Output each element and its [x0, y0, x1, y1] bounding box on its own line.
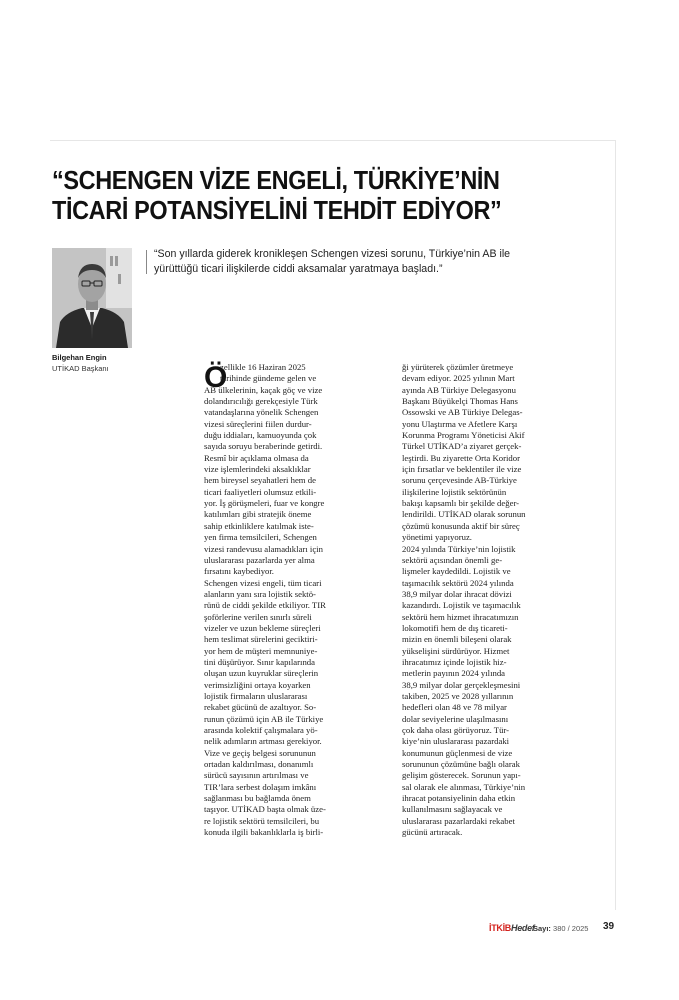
body-line: dolandırıcılığı gerekçesiyle Türk	[204, 396, 318, 407]
body-line: fırsatını kaybediyor.	[204, 566, 274, 577]
body-line: tarihinde gündeme gelen ve	[220, 373, 317, 384]
body-line: 38,9 milyar dolar gerçekleşmesini	[402, 679, 521, 690]
body-line: ği yürüterek çözümler üretmeye	[402, 362, 514, 372]
body-line: hem teslimat sürelerini geciktiri-	[204, 634, 318, 645]
body-line: için fırsatlar ve beklentiler ile vize	[402, 464, 522, 475]
body-line: rünü de ciddi şekilde etkiliyor. TIR	[204, 600, 326, 611]
body-line: runun çözümü için AB ile Türkiye	[204, 713, 324, 724]
pull-quote	[154, 247, 614, 277]
body-line: taşıyor. UTİKAD başta olmak üze-	[204, 804, 326, 815]
portrait-illustration	[52, 248, 132, 348]
body-line: ortadan kaldırılması, donanımlı	[204, 759, 314, 770]
body-line: sektörü hem hizmet ihracatımızın	[402, 611, 519, 622]
body-line: alanların yanı sıra lojistik sektö-	[204, 588, 316, 599]
body-line: sahip etkinliklere katılmak iste-	[204, 520, 314, 531]
body-line: tini düşürüyor. Sınır kapılarında	[204, 656, 315, 667]
body-line: vizeler ve uzun bekleme süreçleri	[204, 622, 321, 633]
body-line: vizesi randevusu alamadıkları için	[204, 543, 323, 554]
author-name: Bilgehan Engin	[52, 353, 107, 362]
body-line: vizesi süreçlerini fiilen durdur-	[204, 418, 312, 429]
body-line: Başkanı Büyükelçi Thomas Hans	[402, 396, 518, 407]
body-line: çok daha olası görüyoruz. Tür-	[402, 725, 510, 735]
body-line: hem bireysel seyahatleri hem de	[204, 475, 316, 486]
body-line: metlerin payının 2024 yılında	[402, 668, 506, 679]
pull-quote-line: yürüttüğü ticari ilişkilerde ciddi aksamalar yaratmaya başladı.”	[154, 263, 443, 275]
body-line: sal olarak ele alınması, Türkiye’nin	[402, 781, 526, 792]
body-line: çözümü konusunda aktif bir süreç	[402, 520, 520, 531]
body-line: lojistik firmaların uluslararası	[204, 690, 308, 701]
issue-label: Sayı:	[533, 924, 551, 933]
body-line: yor. İş görüşmeleri, fuar ve kongre	[204, 498, 325, 509]
body-line: duğu iddiaları, kamuoyunda çok	[204, 430, 317, 441]
body-line: ihracat potansiyelinin daha etkin	[402, 793, 516, 804]
body-line: vize işlemlerindeki aksaklıklar	[204, 464, 311, 475]
body-line: AB ülkelerinin, kaçak göç ve vize	[204, 384, 323, 395]
body-line: gücünü artıracak.	[402, 827, 463, 838]
body-line: gelişim gösterecek. Sorunun yapı-	[402, 770, 521, 781]
body-line: konumunun güçlenmesi de vize	[402, 747, 513, 758]
body-line: lendirildi. UTİKAD olarak sorunun	[402, 509, 526, 520]
body-line: yen firma temsilcileri, Schengen	[204, 532, 317, 543]
headline-line: TİCARİ POTANSİYELİNİ TEHDİT EDİYOR”	[52, 197, 502, 225]
headline-line: “SCHENGEN VİZE ENGELİ, TÜRKİYE’NİN	[52, 167, 500, 195]
author-title: UTİKAD Başkanı	[52, 364, 109, 373]
body-line: oluşan uzun kuyruklar süreçlerin	[204, 668, 319, 679]
body-line: TIR’lara serbest dolaşım imkânı	[204, 781, 317, 792]
body-line: sayıda soruyu beraberinde getirdi.	[204, 441, 323, 452]
body-line: kiye’nin uluslararası pazardaki	[402, 736, 510, 747]
body-line: takiben, 2025 ve 2028 yıllarının	[402, 690, 514, 701]
body-line: Schengen vizesi engeli, tüm ticari	[204, 577, 322, 588]
body-line: ticari faaliyetleri olumsuz etkili-	[204, 486, 317, 497]
body-line: mizin en önemli bileşeni olarak	[402, 634, 512, 645]
body-line: sağlanması bu bağlamda önem	[204, 793, 311, 804]
author-photo	[52, 248, 132, 348]
body-line: kullanılmasını sağlayacak ve	[402, 804, 503, 815]
frame-divider-right	[615, 140, 616, 910]
body-line: lişmeler kaydedildi. Lojistik ve	[402, 566, 511, 577]
body-line: sektörü açısından önemli ge-	[402, 554, 503, 565]
body-line: taşımacılık sektörü 2024 yılında	[402, 577, 514, 588]
body-line: yor hem de müşteri memnuniye-	[204, 645, 318, 656]
body-line: Türkel UTİKAD’a ziyaret gerçek-	[402, 441, 522, 452]
body-line: konuda ilgili bakanlıklarla iş birli-	[204, 827, 324, 838]
body-line: rekabet gücünü de azaltıyor. So-	[204, 702, 317, 713]
body-line: yonu Ulaştırma ve Afetlere Karşı	[402, 418, 518, 429]
body-line: Ossowski ve AB Türkiye Delegas-	[402, 407, 523, 418]
body-line: ihracatımız içinde lojistik hiz-	[402, 656, 507, 667]
body-line: leştirdi. Bu ziyarette Orta Koridor	[402, 452, 520, 463]
body-line: yükselişini sürdürüyor. Hizmet	[402, 645, 510, 656]
body-line: Resmî bir açıklama olmasa da	[204, 452, 309, 463]
drop-cap: Ö	[204, 361, 228, 394]
body-line: 38,9 milyar dolar ihracat dövizi	[402, 588, 512, 599]
body-line: ilişkilerine lojistik sektörünün	[402, 486, 507, 497]
frame-divider-top	[50, 140, 616, 141]
logo-part-hedef: Hedef	[511, 923, 535, 933]
pull-quote-line: “Son yıllarda giderek kronikleşen Schengen vizesi sorunu, Türkiye’nin AB ile	[154, 248, 511, 260]
pull-quote-bar	[146, 250, 147, 274]
body-line: şoförlerine verilen sınırlı süreli	[204, 611, 312, 622]
body-line: ayında AB Türkiye Delegasyonu	[402, 384, 516, 395]
magazine-logo	[489, 923, 535, 933]
issue-info	[533, 924, 588, 933]
body-line: zellikle 16 Haziran 2025	[220, 362, 306, 372]
issue-value: 380 / 2025	[553, 924, 589, 933]
body-line: vatandaşlarına yönelik Schengen	[204, 407, 319, 418]
body-line: kazandırdı. Lojistik ve taşımacılık	[402, 600, 521, 611]
body-line: Korunma Programı Yöneticisi Akif	[402, 430, 525, 441]
body-line: sorunu çerçevesinde AB-Türkiye	[402, 475, 517, 486]
body-line: yönetimi yapıyoruz.	[402, 532, 472, 543]
body-line: hedefleri olan 48 ve 78 milyar	[402, 702, 507, 713]
body-line: arasında kolektif çalışmalara yö-	[204, 725, 318, 735]
body-line: katılımları gibi stratejik öneme	[204, 509, 312, 520]
body-line: Vize ve geçiş belgesi sorununun	[204, 747, 316, 758]
body-line: devam ediyor. 2025 yılının Mart	[402, 373, 515, 384]
body-line: lokomotifi hem de dış ticareti-	[402, 622, 508, 633]
body-line: uluslararası pazarlardaki rekabet	[402, 815, 515, 826]
body-line: uluslararası pazarlarda yer alma	[204, 554, 315, 565]
body-line: sürücü sayısının artırılması ve	[204, 770, 309, 781]
page-number: 39	[603, 921, 615, 932]
body-line: bakışı kapsamlı bir şekilde değer-	[402, 498, 520, 509]
article-headline	[52, 166, 567, 226]
body-column-left	[204, 362, 388, 838]
body-column-right	[402, 362, 586, 838]
body-line: 2024 yılında Türkiye’nin lojistik	[402, 543, 516, 554]
body-line: sorununun çözümüne bağlı olarak	[402, 759, 520, 770]
body-line: nelik adımların artması gerekiyor.	[204, 736, 322, 747]
body-line: re lojistik sektörü temsilcileri, bu	[204, 815, 320, 826]
body-line: verimsizliğini ortaya koyarken	[204, 679, 311, 690]
body-line: dolar seviyelerine ulaşılmasını	[402, 713, 509, 724]
logo-part-itkib: İTKİB	[489, 923, 511, 933]
